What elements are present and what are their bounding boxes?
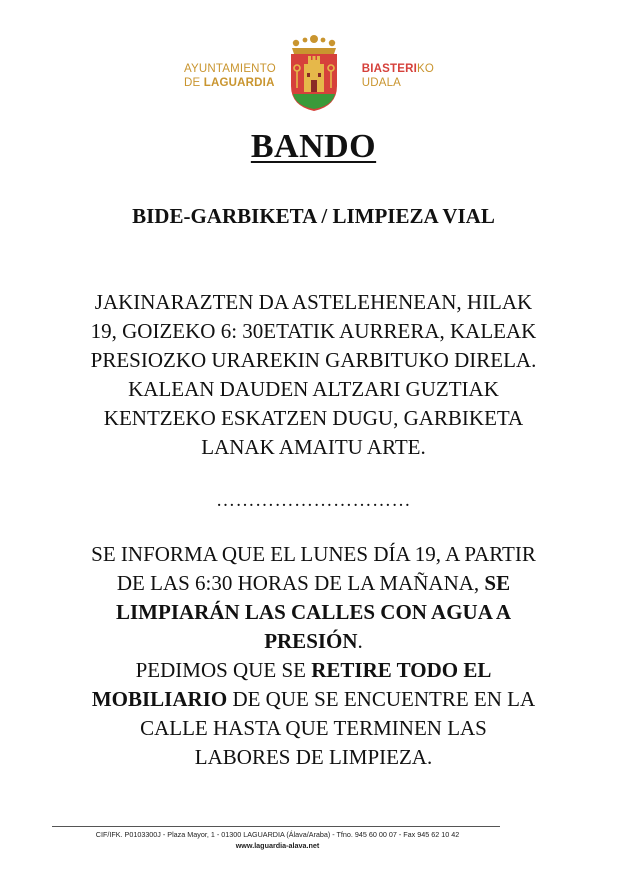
spanish-emphasis: RETIRE TODO EL <box>311 658 492 682</box>
logo-ko: KO <box>416 63 434 75</box>
basque-line: KALEAN DAUDEN ALTZARI GUZTIAK <box>128 377 499 401</box>
spanish-text: . <box>357 629 363 653</box>
spanish-emphasis: MOBILIARIO <box>91 687 228 711</box>
spanish-emphasis: PRESIÓN <box>264 629 358 653</box>
spanish-line <box>38 685 589 714</box>
footer <box>0 829 555 851</box>
logo-udala: UDALA <box>361 77 402 89</box>
basque-line: LANAK AMAITU ARTE. <box>201 435 426 459</box>
spanish-emphasis: SE <box>484 571 511 595</box>
spanish-line: SE INFORMA QUE EL LUNES DÍA 19, A PARTIR <box>91 542 536 566</box>
basque-line: JAKINARAZTEN DA ASTELEHENEAN, HILAK <box>94 290 533 314</box>
footer-divider <box>52 826 500 827</box>
spanish-line <box>38 627 589 656</box>
footer-website-link[interactable]: www.laguardia-alava.net <box>235 841 320 850</box>
logo-spanish-name <box>184 62 276 90</box>
logo-de: DE <box>184 77 204 89</box>
logo-laguardia: LAGUARDIA <box>203 77 275 89</box>
spanish-emphasis: LIMPIARÁN LAS CALLES CON AGUA A <box>116 600 511 624</box>
spanish-text: DE QUE SE ENCUENTRE EN LA <box>227 687 536 711</box>
spanish-notice <box>38 540 589 772</box>
spanish-line <box>38 569 589 598</box>
basque-line: KENTZEKO ESKATZEN DUGU, GARBIKETA <box>103 406 524 430</box>
basque-notice <box>40 288 587 462</box>
spanish-text: PEDIMOS QUE SE <box>135 658 312 682</box>
logo-basque-name <box>362 62 434 90</box>
spanish-line <box>38 598 589 627</box>
spanish-line <box>38 656 589 685</box>
laguardia-coat-of-arms-icon <box>286 34 342 112</box>
municipal-logo <box>176 34 440 114</box>
logo-biasteri: BIASTERI <box>361 63 417 75</box>
document-subtitle: BIDE-GARBIKETA / LIMPIEZA VIAL <box>132 204 495 228</box>
logo-ayuntamiento: AYUNTAMIENTO <box>184 63 276 75</box>
footer-address: CIF/IFK. P0103300J - Plaza Mayor, 1 - 01300 LAGUARDIA (Álava/Araba) - Tfno. 945 60 00 07 - Fax 945 62 10 42 <box>95 830 460 839</box>
spanish-line: LABORES DE LIMPIEZA. <box>194 745 433 769</box>
basque-line: 19, GOIZEKO 6: 30ETATIK AURRERA, KALEAK <box>90 319 537 343</box>
spanish-text: DE LAS 6:30 HORAS DE LA MAÑANA, <box>116 571 485 595</box>
spanish-line: CALLE HASTA QUE TERMINEN LAS <box>140 716 487 740</box>
section-separator: ………………………… <box>216 490 411 511</box>
document-title: BANDO <box>250 128 377 165</box>
basque-line: PRESIOZKO URAREKIN GARBITUKO DIRELA. <box>90 348 537 372</box>
